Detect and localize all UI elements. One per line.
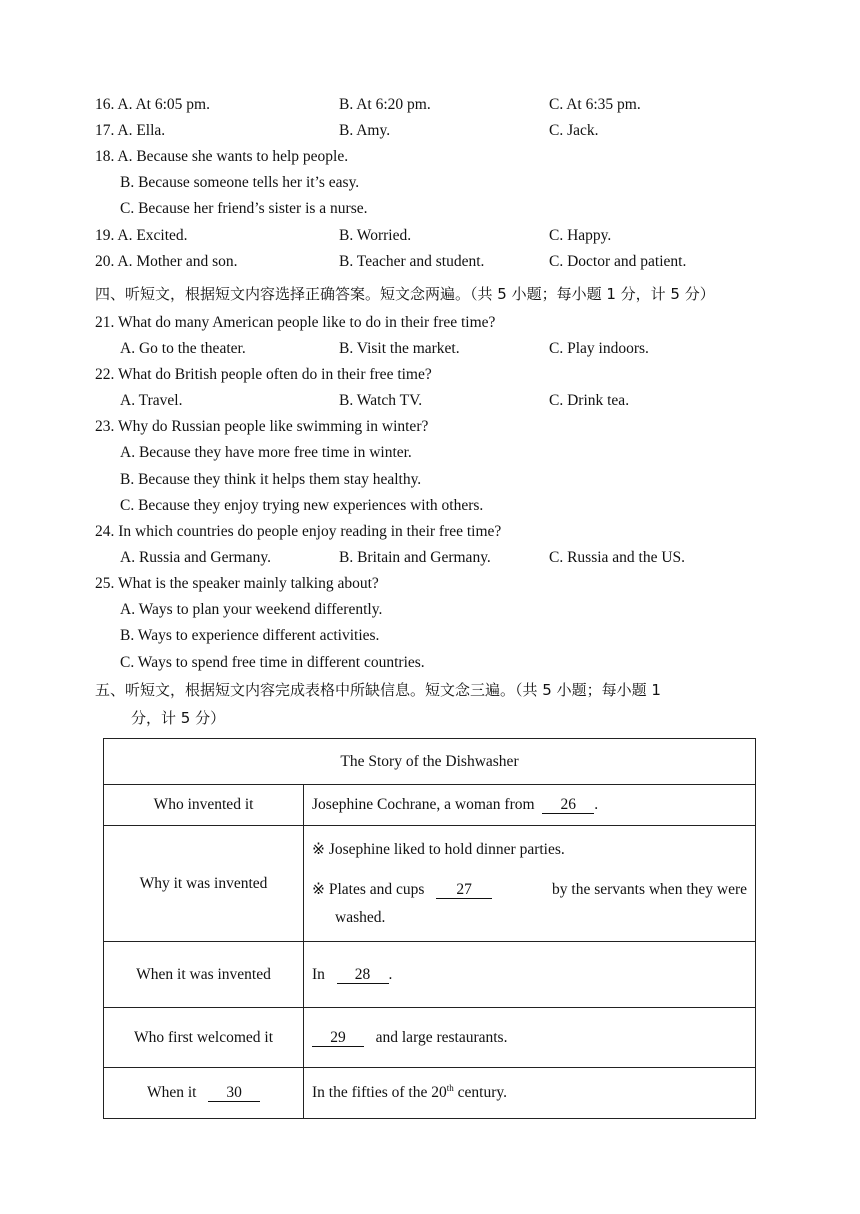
row-text-end: century. [453, 1084, 507, 1102]
q20-option-c: C. Doctor and patient. [549, 253, 687, 270]
row-label-who-invented: Who invented it [104, 785, 304, 826]
table-title: The Story of the Dishwasher [104, 739, 756, 785]
row-label-text: When it [146, 1084, 197, 1101]
bullet-dinner-parties: ※ Josephine liked to hold dinner parties. [312, 840, 565, 858]
bullet-text-end: washed. [335, 908, 386, 926]
q23-question: 23. Why do Russian people like swimming in winter? [95, 418, 429, 435]
row-label-when-invented: When it was invented [104, 942, 304, 1008]
q21-option-a: A. Go to the theater. [120, 340, 246, 357]
table-row [104, 785, 756, 826]
row-label-why-invented: Why it was invented [104, 826, 304, 942]
q16-option-c: C. At 6:35 pm. [549, 96, 641, 113]
bullet-text-middle: by the servants when they were [552, 880, 747, 898]
row-text: In [312, 965, 325, 983]
dishwasher-story-table [103, 738, 756, 1119]
q22-question: 22. What do British people often do in their free time? [95, 366, 432, 383]
q23-option-b: B. Because they think it helps them stay healthy. [120, 471, 422, 488]
table-row [104, 942, 756, 1008]
q21-question: 21. What do many American people like to do in their free time? [95, 314, 496, 331]
section-5-heading-continued: 分，计 5 分） [131, 709, 226, 727]
row-value-who-invented [304, 785, 756, 826]
row-text: and large restaurants. [375, 1028, 508, 1046]
q16-option-b: B. At 6:20 pm. [339, 96, 431, 113]
section-5-heading: 五、听短文，根据短文内容完成表格中所缺信息。短文念三遍。（共 5 小题；每小题 1 [95, 681, 661, 699]
q25-option-a: A. Ways to plan your weekend differently. [120, 601, 383, 618]
q18-option-b: B. Because someone tells her it’s easy. [120, 174, 360, 191]
q18-option-c: C. Because her friend’s sister is a nurse. [120, 200, 368, 217]
q22-option-c: C. Drink tea. [549, 392, 630, 409]
row-label-who-welcomed: Who first welcomed it [104, 1008, 304, 1068]
row-text-end: . [594, 796, 599, 813]
table-row [104, 1008, 756, 1068]
q19-option-b: B. Worried. [339, 227, 412, 244]
row-text: In the fifties of the 20 [312, 1084, 447, 1102]
row-value-why-invented [304, 826, 756, 942]
q20-option-b: B. Teacher and student. [339, 253, 485, 270]
q17-option-b: B. Amy. [339, 122, 391, 139]
row-text-end: . [388, 965, 393, 983]
section-4-heading: 四、听短文，根据短文内容选择正确答案。短文念两遍。（共 5 小题；每小题 1 分，计 5 分） [95, 285, 715, 303]
q21-option-b: B. Visit the market. [339, 340, 460, 357]
answer-blank-26: 26 [542, 797, 594, 814]
q17-option-a: 17. A. Ella. [95, 122, 166, 139]
q18-option-a: 18. A. Because she wants to help people. [95, 148, 349, 165]
row-value-when-it [304, 1068, 756, 1119]
q24-option-a: A. Russia and Germany. [120, 549, 271, 566]
q20-option-a: 20. A. Mother and son. [95, 253, 238, 270]
q24-question: 24. In which countries do people enjoy reading in their free time? [95, 523, 502, 540]
q19-option-a: 19. A. Excited. [95, 227, 188, 244]
q25-option-b: B. Ways to experience different activities. [120, 627, 380, 644]
row-value-who-welcomed [304, 1008, 756, 1068]
q22-option-a: A. Travel. [120, 392, 183, 409]
q21-option-c: C. Play indoors. [549, 340, 649, 357]
table-row [104, 1068, 756, 1119]
answer-blank-29: 29 [312, 1030, 364, 1047]
row-value-when-invented [304, 942, 756, 1008]
superscript-th: th [446, 1083, 454, 1094]
answer-blank-28: 28 [337, 967, 389, 984]
table-row [104, 826, 756, 942]
q16-option-a: 16. A. At 6:05 pm. [95, 96, 210, 113]
q24-option-c: C. Russia and the US. [549, 549, 686, 566]
table-title-row [104, 739, 756, 785]
row-text: Josephine Cochrane, a woman from [312, 796, 535, 813]
q17-option-c: C. Jack. [549, 122, 599, 139]
q19-option-c: C. Happy. [549, 227, 612, 244]
bullet-text-start: ※ Plates and cups [312, 880, 425, 898]
answer-blank-30: 30 [208, 1085, 260, 1102]
q23-option-a: A. Because they have more free time in winter. [120, 444, 412, 461]
q23-option-c: C. Because they enjoy trying new experiences with others. [120, 497, 484, 514]
q24-option-b: B. Britain and Germany. [339, 549, 491, 566]
q25-question: 25. What is the speaker mainly talking about? [95, 575, 379, 592]
q22-option-b: B. Watch TV. [339, 392, 423, 409]
row-label-when-it [104, 1068, 304, 1119]
bullet-plates-and-cups [312, 880, 747, 900]
q25-option-c: C. Ways to spend free time in different countries. [120, 654, 425, 671]
answer-blank-27: 27 [436, 882, 492, 899]
